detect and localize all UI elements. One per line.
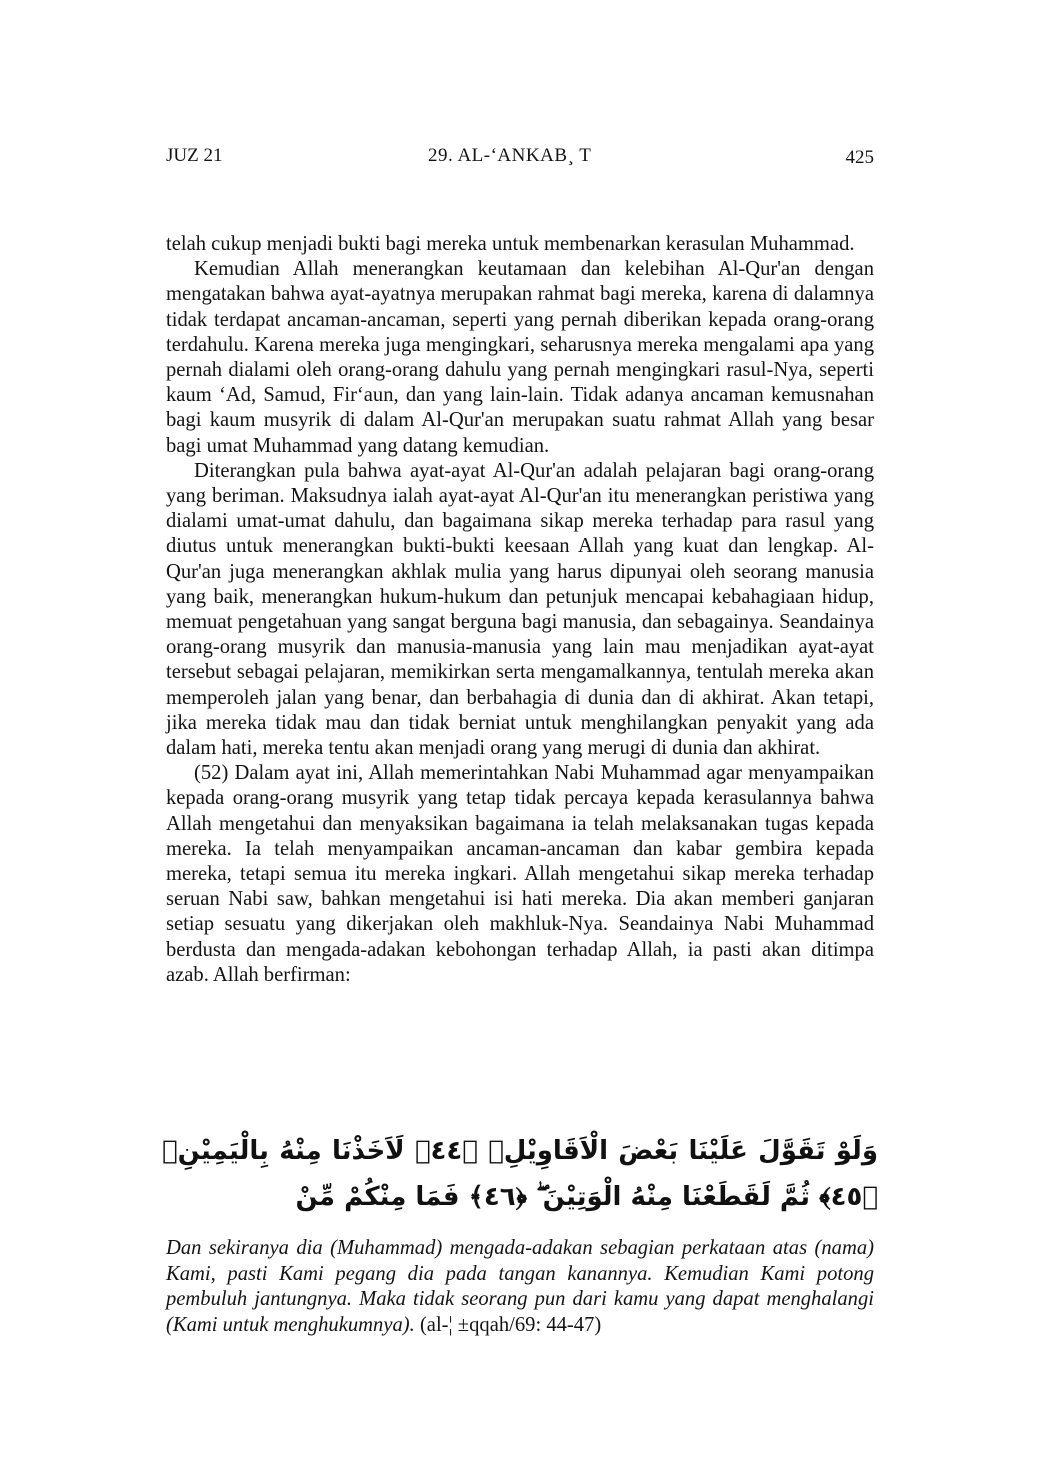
surah-title: 29. AL-‘ANKAB¸ T — [428, 145, 592, 166]
arabic-verse-line-1: وَلَوْ تَقَوَّلَ عَلَيْنَا بَعْضَ الْاَقَاوِيْلِۙ ﴿٤٤﴾ لَاَخَذْنَا مِنْهُ بِالْيَمِيْنِۙ ﴿٤٥﴾ ثُمَّ لَقَطَعْنَا مِنْهُ الْوَتِيْنَ ۖ ﴿٤٦﴾ فَمَا مِنْكُمْ مِّنْ — [162, 1136, 878, 1212]
juz-label: JUZ 21 — [166, 145, 223, 166]
arabic-verse-line-2 — [162, 1220, 878, 1226]
paragraph-continuation: telah cukup menjadi bukti bagi mereka untuk membenarkan kerasulan Muhammad. — [166, 233, 855, 255]
page-number: 425 — [845, 147, 874, 168]
translation-text: Dan sekiranya dia (Muhammad) mengada-adakan sebagian perkataan atas (nama) Kami, pasti Kami pegang dia pada tangan kanannya. Kemudian Kami potong pembuluh jantungnya. Maka tidak seorang pun dari kamu yang dapat menghalangi (Kami untuk menghukumnya). — [166, 1237, 874, 1336]
verse-reference: (al-¦ ±qqah/69: 44-47) — [419, 1313, 602, 1336]
body-text — [166, 232, 874, 988]
paragraph-ayat-52: (52) Dalam ayat ini, Allah memerintahkan Nabi Muhammad agar menyampaikan kepada orang-orang musyrik yang tetap tidak percaya kepada kerasulannya bahwa Allah mengetahui dan menyaksikan bagaimana ia telah melaksanakan tugas kepada mereka. Ia telah menyampaikan ancaman-ancaman dan kabar gembira kepada mereka, tetapi semua itu mereka ingkari. Allah mengetahui sikap mereka terhadap seruan Nabi saw, bahkan mengetahui isi hati mereka. Dia akan memberi ganjaran setiap sesuatu yang dikerjakan oleh makhluk-Nya. Seandainya Nabi Muhammad berdusta dan mengada-adakan kebohongan terhadap Allah, ia pasti akan ditimpa azab. Allah berfirman: — [166, 762, 874, 986]
paragraph-keutamaan: Kemudian Allah menerangkan keutamaan dan kelebihan Al-Qur'an dengan mengatakan bahwa ayat-ayatnya merupakan rahmat bagi mereka, karena di dalamnya tidak terdapat ancaman-ancaman, seperti yang pernah diberikan kepada orang-orang terdahulu. Karena mereka juga mengingkari, seharusnya mereka mengalami apa yang pernah dialami oleh orang-orang dahulu yang pernah mengingkari rasul-Nya, seperti kaum ‘Ad, Samud, Fir‘aun, dan yang lain-lain. Tidak adanya ancaman kemusnahan bagi kaum musyrik di dalam Al-Qur'an merupakan suatu rahmat Allah yang besar bagi umat Muhammad yang datang kemudian. — [166, 258, 874, 457]
paragraph-pelajaran: Diterangkan pula bahwa ayat-ayat Al-Qur'an adalah pelajaran bagi orang-orang yang beriman. Maksudnya ialah ayat-ayat Al-Qur'an itu menerangkan peristiwa yang dialami umat-umat dahulu, dan bagaimana sikap mereka terhadap para rasul yang diutus untuk menerangkan bukti-bukti keesaan Allah yang kuat dan lengkap. Al-Qur'an juga menerangkan akhlak mulia yang harus dipunyai oleh seorang manusia yang baik, menerangkan hukum-hukum dan petunjuk mencapai kebahagiaan hidup, memuat pengetahuan yang sangat berguna bagi manusia, dan sebagainya. Seandainya orang-orang musyrik dan manusia-manusia yang lain mau menjadikan ayat-ayat tersebut sebagai pelajaran, memikirkan serta mengamalkannya, tentulah mereka akan memperoleh jalan yang benar, dan berbahagia di dunia dan di akhirat. Akan tetapi, jika mereka tidak mau dan tidak berniat untuk menghilangkan penyakit yang ada dalam hati, mereka tentu akan menjadi orang yang merugi di dunia dan akhirat. — [166, 459, 874, 760]
page-header — [166, 145, 874, 175]
arabic-verse — [162, 1128, 878, 1226]
verse-translation — [166, 1236, 874, 1338]
